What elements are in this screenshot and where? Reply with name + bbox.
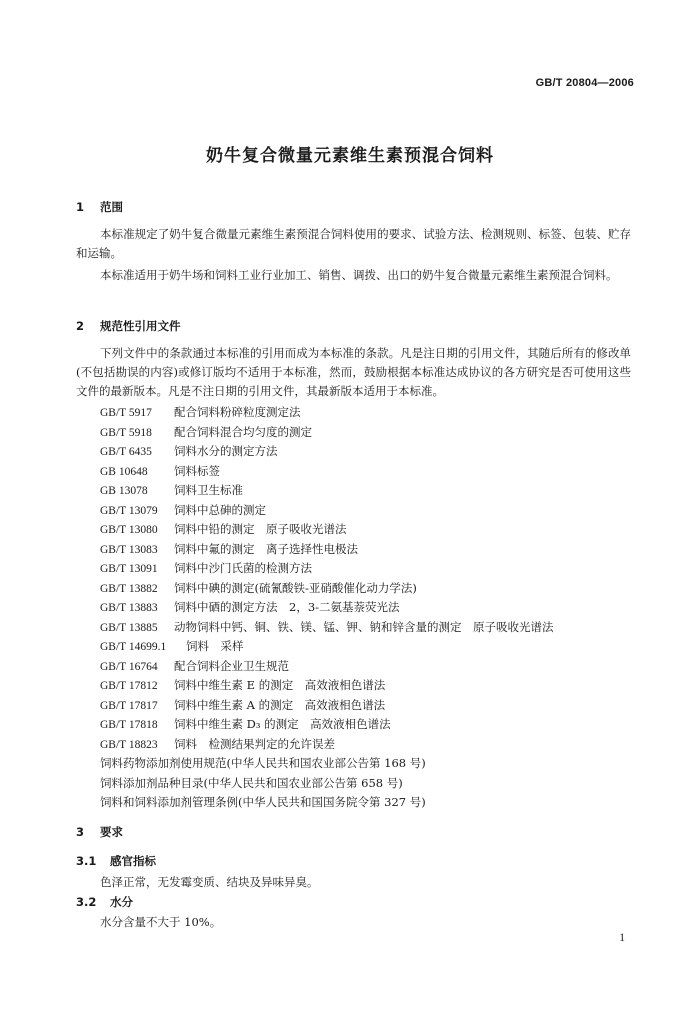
reference-code: GB/T 13885: [100, 621, 158, 634]
section-number: 3: [76, 825, 85, 839]
reference-code: GB/T 17818: [100, 719, 158, 731]
reference-title: 饲料 检测结果判定的允许误差: [174, 736, 335, 751]
reference-code: GB/T 17812: [100, 680, 158, 692]
section-2-heading: [76, 318, 181, 334]
reference-item: [100, 735, 640, 755]
references-intro: 下列文件中的条款通过本标准的引用而成为本标准的条款。凡是注日期的引用文件，其随后所有的修改单(不包括勘误的内容)或修订版均不适用于本标准，然而，鼓励根据本标准达成协议的各方研究是否可使用这些文件的最新版本。凡是不注日期的引用文件，其最新版本适用于本标准。: [76, 346, 631, 398]
reference-item: [100, 774, 640, 794]
section-title: 规范性引用文件: [100, 319, 181, 333]
reference-code: GB/T 5918: [100, 426, 152, 439]
reference-title: 饲料中硒的测定方法 2，3-二氨基萘荧光法: [174, 600, 400, 614]
reference-item: [100, 559, 640, 579]
reference-item: [100, 423, 640, 443]
reference-item: [100, 637, 640, 657]
reference-title: 饲料中碘的测定(硫氰酸铁-亚硝酸催化动力学法): [174, 580, 417, 595]
section-number: 2: [76, 319, 85, 333]
subsection-3-2-heading: [76, 894, 133, 910]
page-number: 1: [619, 932, 625, 944]
section-title: 范围: [100, 200, 123, 214]
reference-code: GB/T 13079: [100, 504, 158, 517]
reference-title: 配合饲料粉碎粒度测定法: [174, 405, 301, 419]
reference-title: 配合饲料混合均匀度的测定: [174, 424, 312, 439]
reference-title: 饲料卫生标准: [174, 483, 243, 497]
reference-code: GB/T 13083: [100, 543, 158, 556]
reference-title: 饲料中总砷的测定: [174, 502, 266, 517]
reference-code: GB/T 18823: [100, 738, 158, 751]
reference-code: GB/T 16764: [100, 660, 158, 673]
reference-item: [100, 598, 640, 618]
reference-item: [100, 715, 640, 735]
reference-code: GB/T 17817: [100, 699, 158, 712]
sensory-requirement-text: 色泽正常，无发霉变质、结块及异味异臭。: [100, 875, 319, 889]
reference-code: GB/T 13882: [100, 582, 158, 595]
scope-paragraph-2: 本标准适用于奶牛场和饲料工业行业加工、销售、调拨、出口的奶牛复合微量元素维生素预混合饲料。: [100, 268, 618, 282]
section-1-heading: [76, 199, 123, 215]
reference-code: GB/T 6435: [100, 446, 152, 458]
reference-item: [100, 657, 640, 677]
section-title: 要求: [100, 825, 123, 839]
reference-title: 饲料水分的测定方法: [174, 444, 278, 458]
reference-item: [100, 676, 640, 696]
reference-item: [100, 520, 640, 540]
subsection-title: 感官指标: [110, 854, 156, 868]
subsection-3-1-heading: [76, 853, 156, 869]
reference-item: [100, 481, 640, 501]
reference-list: [100, 403, 640, 813]
scope-paragraph-1: 本标准规定了奶牛复合微量元素维生素预混合饲料使用的要求、试验方法、检测规则、标签、包装、贮存和运输。: [76, 227, 631, 260]
document-title: 奶牛复合微量元素维生素预混合饲料: [206, 146, 494, 166]
standard-code: GB/T 20804—2006: [535, 77, 634, 89]
reference-title: 饲料药物添加剂使用规范(中华人民共和国农业部公告第 168 号): [100, 756, 426, 770]
reference-title: 饲料中沙门氏菌的检测方法: [174, 561, 312, 575]
reference-item: [100, 696, 640, 716]
reference-code: GB/T 13091: [100, 563, 158, 575]
subsection-number: 3.1: [76, 854, 97, 868]
reference-item: [100, 754, 640, 774]
reference-code: GB/T 14699.1: [100, 641, 167, 653]
subsection-number: 3.2: [76, 895, 97, 909]
reference-item: [100, 793, 640, 813]
reference-code: GB 10648: [100, 465, 148, 478]
reference-title: 配合饲料企业卫生规范: [174, 658, 289, 673]
reference-item: [100, 540, 640, 560]
reference-item: [100, 579, 640, 599]
reference-code: GB/T 13883: [100, 602, 158, 614]
reference-item: [100, 442, 640, 462]
reference-title: 饲料和饲料添加剂管理条例(中华人民共和国国务院令第 327 号): [100, 795, 426, 809]
reference-item: [100, 618, 640, 638]
reference-title: 饲料中铅的测定 原子吸收光谱法: [174, 522, 347, 536]
reference-item: [100, 462, 640, 482]
reference-code: GB/T 5917: [100, 407, 152, 419]
reference-title: 饲料中维生素 D₃ 的测定 高效液相色谱法: [174, 717, 391, 731]
reference-item: [100, 501, 640, 521]
reference-title: 饲料中氟的测定 离子选择性电极法: [174, 541, 358, 556]
subsection-title: 水分: [110, 895, 133, 909]
reference-title: 动物饲料中钙、铜、铁、镁、锰、钾、钠和锌含量的测定 原子吸收光谱法: [174, 619, 554, 634]
section-number: 1: [76, 200, 85, 214]
reference-title: 饲料标签: [174, 463, 220, 478]
reference-item: [100, 403, 640, 423]
reference-code: GB/T 13080: [100, 524, 158, 536]
reference-title: 饲料中维生素 A 的测定 高效液相色谱法: [174, 697, 386, 712]
reference-code: GB 13078: [100, 485, 148, 497]
reference-title: 饲料 采样: [186, 639, 244, 653]
reference-title: 饲料中维生素 E 的测定 高效液相色谱法: [174, 678, 386, 692]
section-3-heading: [76, 824, 123, 840]
moisture-requirement-text: 水分含量不大于 10%。: [100, 915, 222, 929]
reference-title: 饲料添加剂品种目录(中华人民共和国农业部公告第 658 号): [100, 775, 403, 790]
